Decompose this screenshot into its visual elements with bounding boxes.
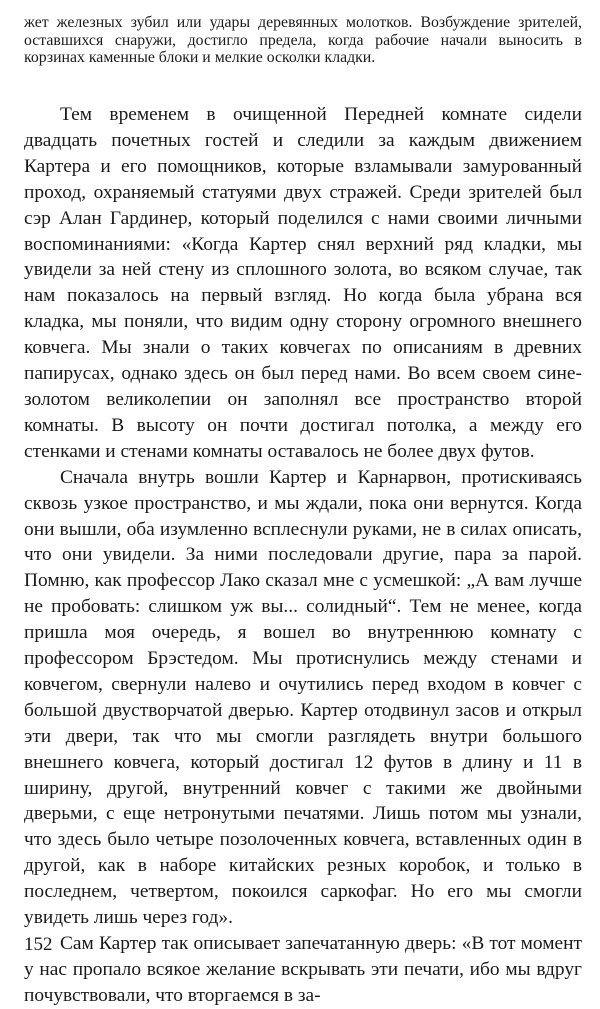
paragraph-2: Сначала внутрь вошли Картер и Карнарвон, протискиваясь сквозь узкое пространство, и мы ждали, пока они вернутся. Когда они вышли, оба изумленно всплеснули руками, не в силах описать, что они увидели. За ними последовали другие, пара за парой. Помню, как профессор Лако сказал мне с усмешкой: „А вам лучше не пробовать: слишком уж вы... солидный“. Тем не менее, когда пришла моя очередь, я вошел во внутреннюю комнату с профессором Брэстедом. Мы протиснулись между стенами и ковчегом, свернули налево и очутились перед входом в ковчег с большой двустворчатой дверью. Картер отодвинул засов и открыл эти двери, так что мы смогли разглядеть внутри большого внешнего ковчега, который достигал 12 футов в длину и 11 в ширину, другой, внутренний ковчег с такими же двойными дверьми, с еще нетронутыми печатями. Лишь потом мы узнали, что здесь было четыре позолоченных ковчега, вставленных один в другой, как в наборе китайских резных коробок, и только в последнем, четвертом, покоился саркофаг. Но его мы смогли увидеть лишь через год». xyxy=(24,466,582,929)
intro-text: жет железных зубил или удары деревянных молотков. Возбуждение зрителей, оставшихся снаружи, достигло предела, когда рабочие начали выносить в корзинах каменные блоки и мелкие осколки кладки. xyxy=(24,14,582,67)
main-text xyxy=(24,102,582,1009)
paragraph-1: Тем временем в очищенной Передней комнате сидели двадцать почетных гостей и следили за каждым движением Картера и его помощников, которые взламывали замурованный проход, охраняемый статуями двух стражей. Среди зрителей был сэр Алан Гардинер, который поделился с нами своими личными воспоминаниями: «Когда Картер снял верхний ряд кладки, мы увидели за ней стену из сплошного золота, во всяком случае, так нам показалось на первый взгляд. Но когда была убрана вся кладка, мы поняли, что видим одну сторону огромного внешнего ковчега. Мы знали о таких ковчегах по описаниям в древних папирусах, однако здесь он был перед нами. Во всем своем сине-золотом великолепии он заполнял все пространство второй комнаты. В высоту он почти достигал потолка, а между его стенками и стенами комнаты оставалось не более двух футов. xyxy=(24,104,582,462)
page-number: 152 xyxy=(24,934,53,955)
paragraph-3: Сам Картер так описывает запечатанную дверь: «В тот момент у нас пропало всякое желание вскрывать эти печати, ибо мы вдруг почувствовали, что вторгаемся в за- xyxy=(24,933,582,1006)
